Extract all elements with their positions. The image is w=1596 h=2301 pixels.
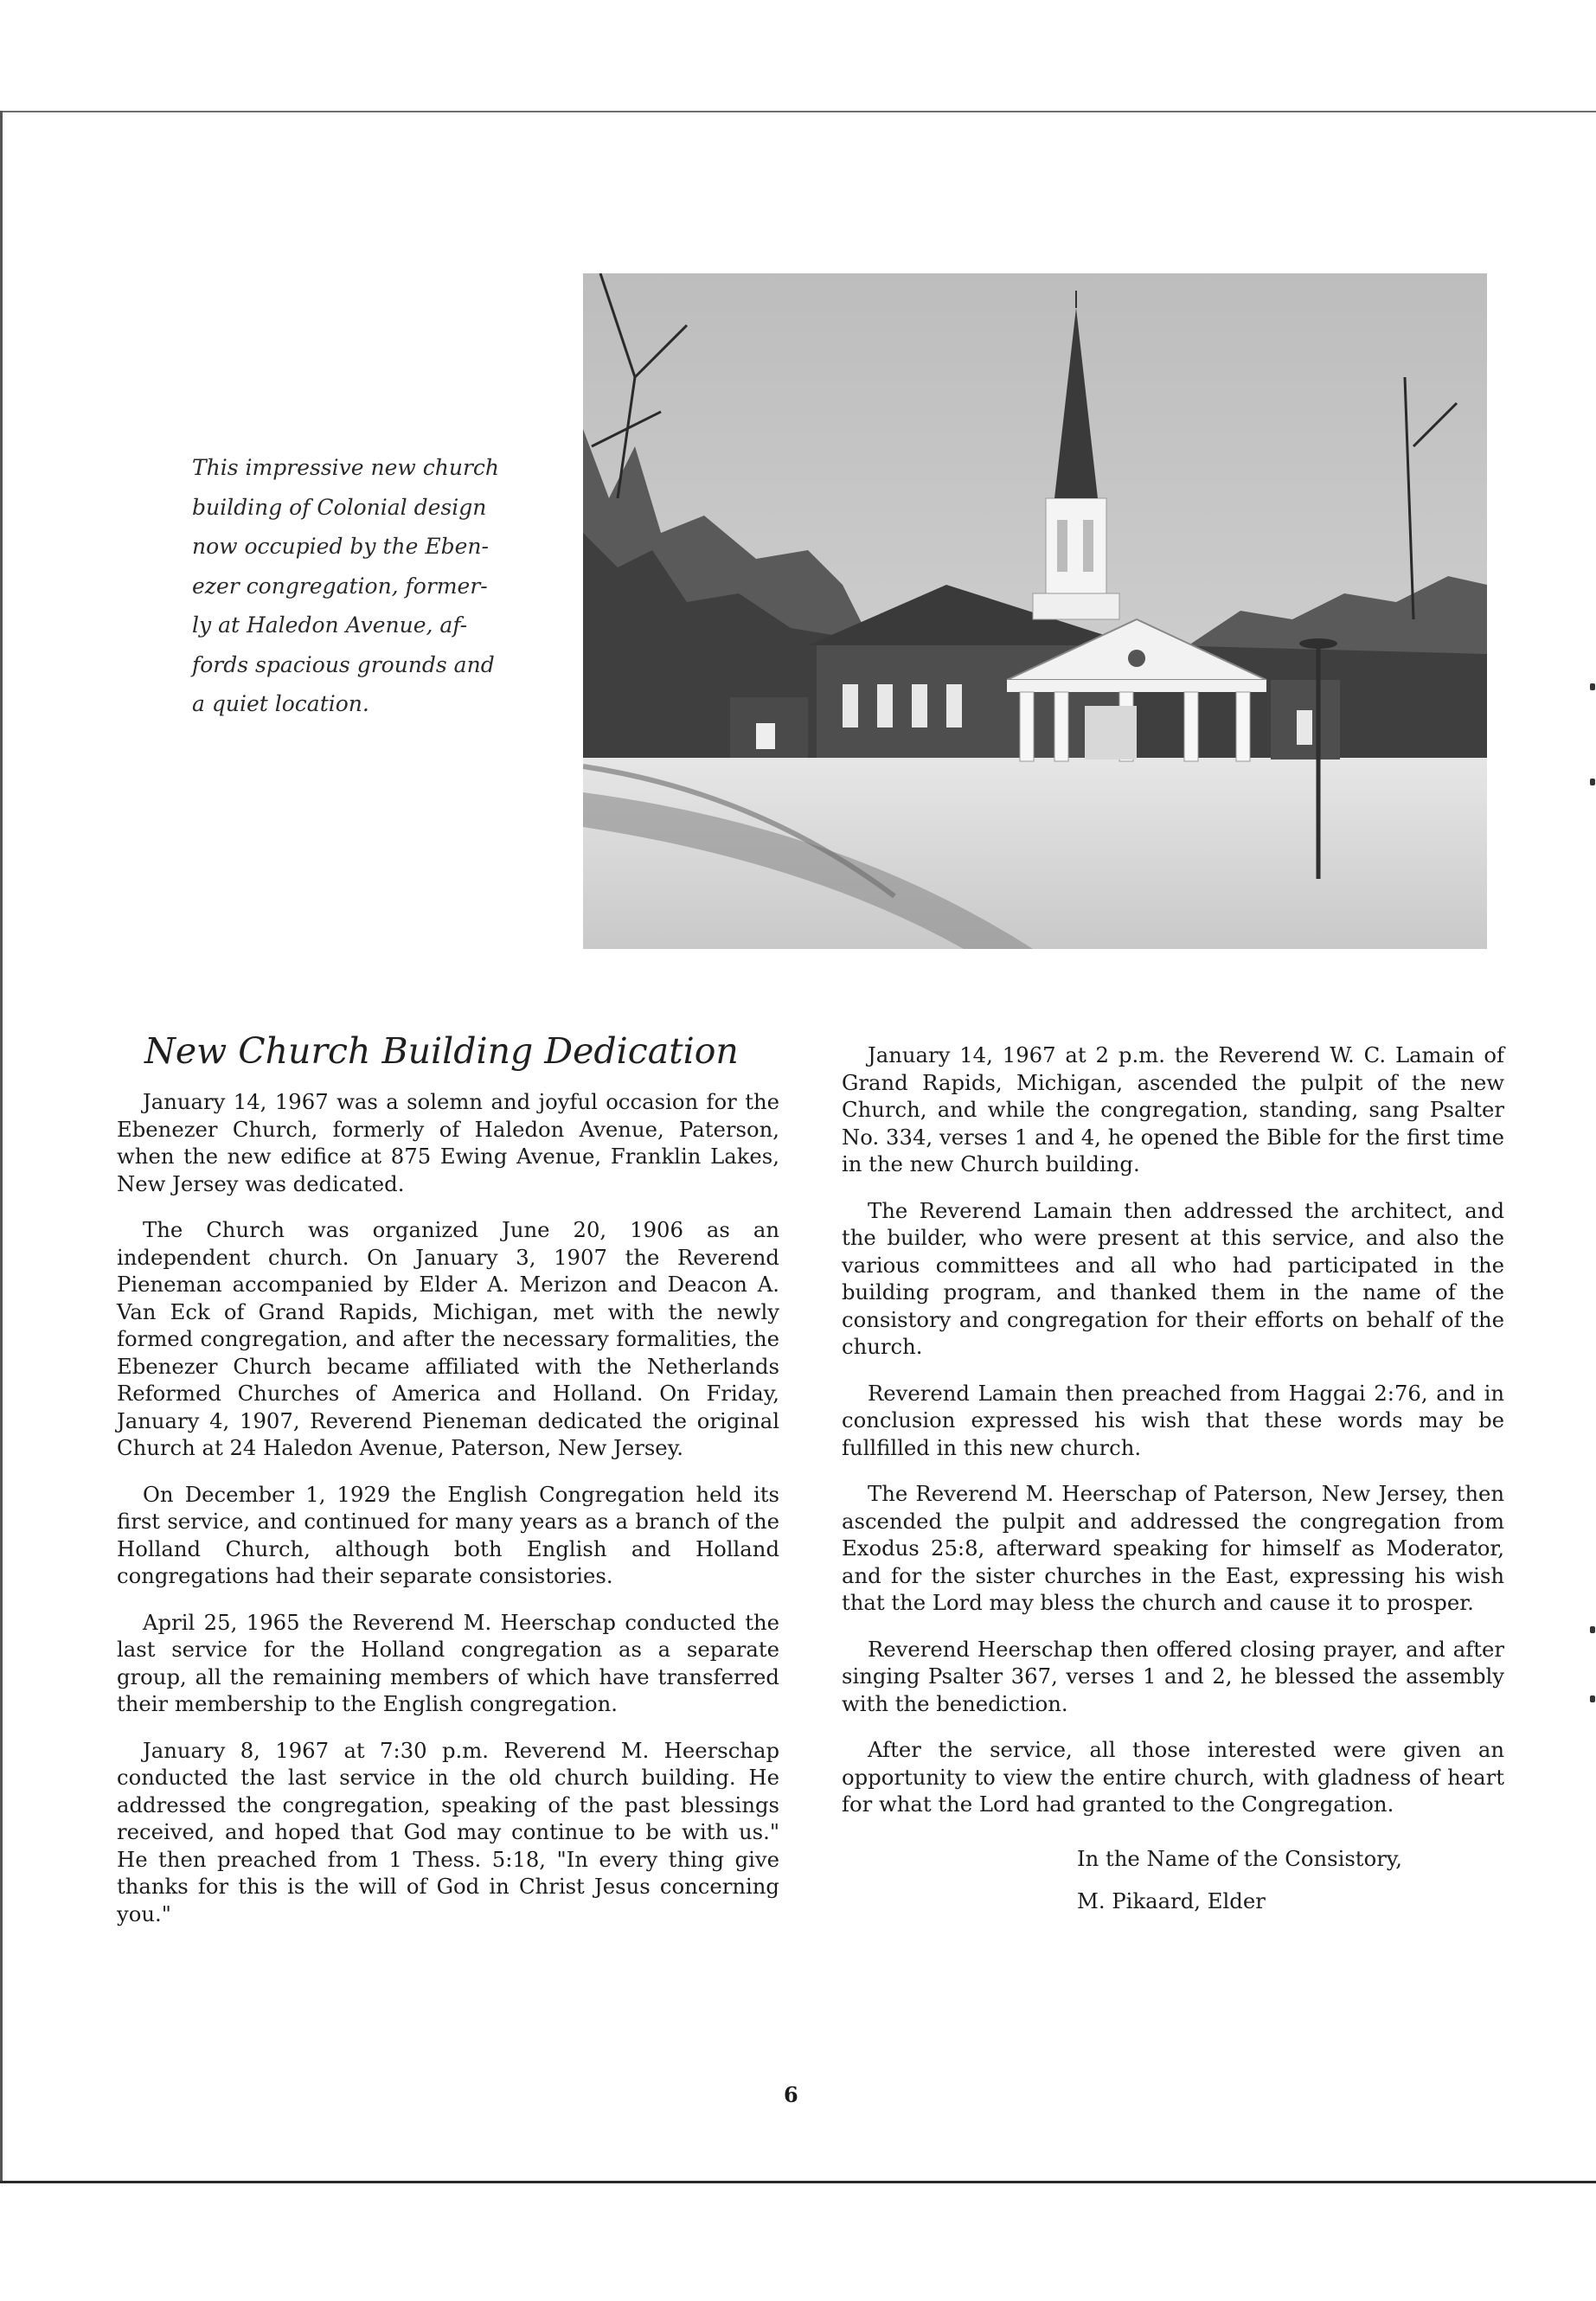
right-column <box>842 1042 1504 1922</box>
top-rule <box>0 111 1596 112</box>
paragraph: On December 1, 1929 the English Congregation held its first service, and continued for many years as a branch of the Holland Church, although both English and Holland congregations had their separate consistories. <box>117 1481 779 1588</box>
paragraph: Reverend Heerschap then offered closing prayer, and after singing Psalter 367, verses 1 and 2, he blessed the assembly with the benediction. <box>842 1636 1504 1716</box>
edge-mark <box>1590 683 1595 690</box>
paragraph: The Church was organized June 20, 1906 as an independent church. On January 3, 1907 the Reverend Pieneman accompanied by Elder A. Merizon and Deacon A. Van Eck of Grand Rapids, Michigan, met with the newly formed congregation, and after the necessary formalities, the Ebenezer Church became affiliated with the Netherlands Reformed Churches of America and Holland. On Friday, January 4, 1907, Reverend Pieneman dedicated the original Church at 24 Haledon Avenue, Paterson, New Jersey. <box>117 1217 779 1460</box>
paragraph: After the service, all those interested were given an opportunity to view the entire church, with gladness of heart for what the Lord had granted to the Congregation. <box>842 1737 1504 1817</box>
church-illustration <box>583 273 1487 949</box>
caption-line: ly at Haledon Avenue, af- <box>192 612 468 638</box>
paragraph: Reverend Lamain then preached from Haggai 2:76, and in conclusion expressed his wish that these words may be fullfilled in this new church. <box>842 1380 1504 1460</box>
paragraph: The Reverend Lamain then addressed the architect, and the builder, who were present at this service, and also the various committees and all who had participated in the building program, and thanked them in the name of the consistory and congregation for their efforts on behalf of the church. <box>842 1197 1504 1359</box>
signature-line: In the Name of the Consistory, <box>1077 1845 1403 1871</box>
edge-mark <box>1590 1695 1595 1702</box>
caption-line: a quiet location. <box>192 691 369 716</box>
paragraph: April 25, 1965 the Reverend M. Heerschap conducted the last service for the Holland congregation as a separate group, all the remaining members of which have transferred their membership to the English congregation. <box>117 1609 779 1716</box>
paragraph: The Reverend M. Heerschap of Paterson, New Jersey, then ascended the pulpit and addressed the congregation from Exodus 25:8, afterward speaking for himself as Moderator, and for the sister churches in the East, expressing his wish that the Lord may bless the church and cause it to prosper. <box>842 1481 1504 1615</box>
caption-line: now occupied by the Eben- <box>192 534 489 559</box>
bottom-rule <box>0 2181 1596 2183</box>
paragraph: January 14, 1967 was a solemn and joyful occasion for the Ebenezer Church, formerly of Haledon Avenue, Paterson, when the new edifice at 875 Ewing Avenue, Franklin Lakes, New Jersey was dedicated. <box>117 1089 779 1196</box>
page-number: 6 <box>784 2082 798 2107</box>
church-photo <box>583 273 1487 949</box>
edge-mark <box>1590 779 1595 785</box>
caption-line: This impressive new church <box>192 455 500 480</box>
caption-line: fords spacious grounds and <box>192 651 495 677</box>
paragraph: January 8, 1967 at 7:30 p.m. Reverend M. Heerschap conducted the last service in the old church building. He addressed the congregation, speaking of the past blessings received, and hoped that God may continue to be with us." He then preached from 1 Thess. 5:18, "In every thing give thanks for this is the will of God in Christ Jesus concerning you." <box>117 1737 779 1926</box>
paragraph: January 14, 1967 at 2 p.m. the Reverend W. C. Lamain of Grand Rapids, Michigan, ascended the pulpit of the new Church, and while the congregation, standing, sang Psalter No. 334, verses 1 and 4, he opened the Bible for the first time in the new Church building. <box>842 1042 1504 1176</box>
caption-line: ezer congregation, former- <box>192 573 488 599</box>
edge-mark <box>1590 1626 1595 1633</box>
article-title: New Church Building Dedication <box>144 1030 739 1072</box>
signature-name: M. Pikaard, Elder <box>1077 1888 1266 1913</box>
left-edge <box>0 111 3 2182</box>
photo-caption <box>192 448 538 724</box>
caption-line: building of Colonial design <box>192 494 487 520</box>
left-column <box>117 1088 779 1946</box>
